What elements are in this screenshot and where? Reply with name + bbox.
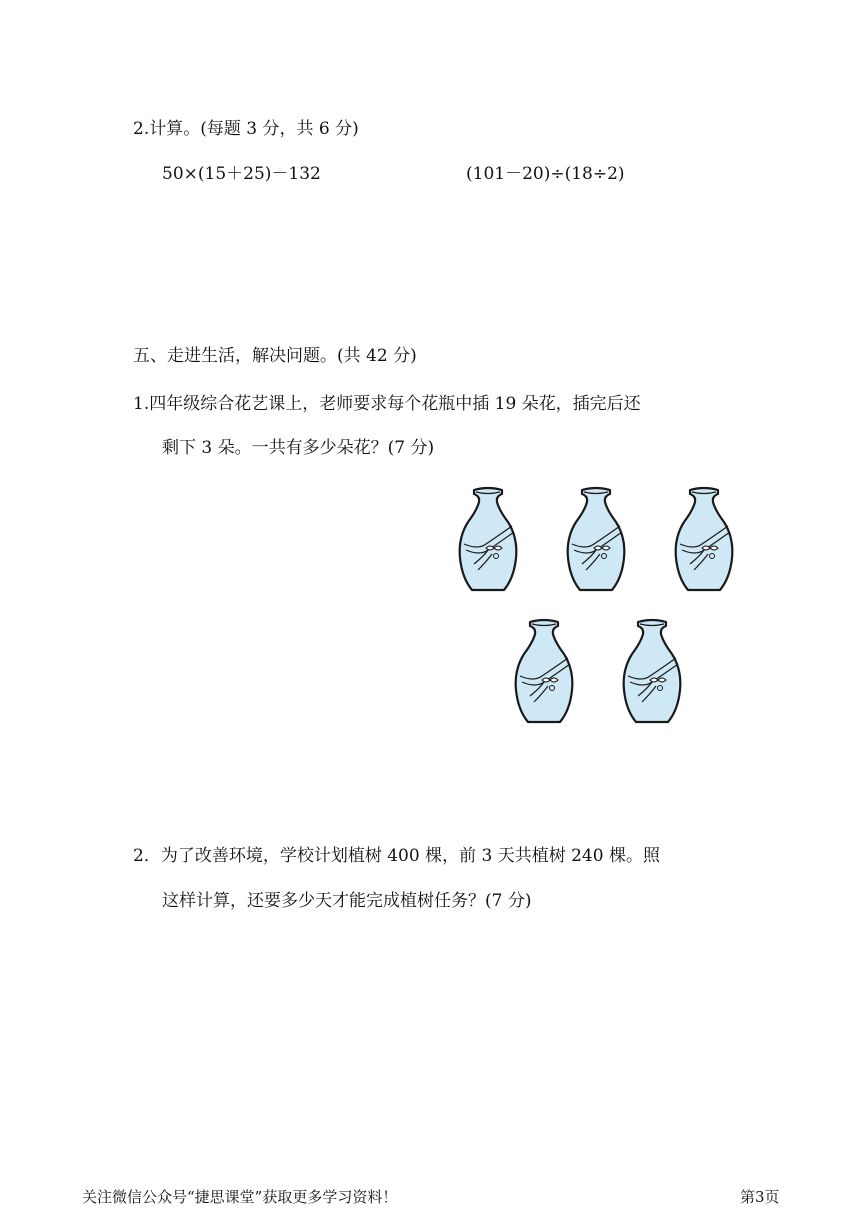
- math-expression-1: 50×(15＋25)－132: [162, 164, 321, 184]
- question-text-line: 1.四年级综合花艺课上，老师要求每个花瓶中插 19 朵花，插完后还: [133, 394, 641, 414]
- question-text-line: 这样计算，还要多少天才能完成植树任务？(7 分): [162, 891, 532, 911]
- question-text-line: 2．为了改善环境，学校计划植树 400 棵，前 3 天共植树 240 棵。照: [133, 846, 660, 866]
- vase-icon: [672, 486, 736, 594]
- footer-promo: 关注微信公众号“捷思课堂”获取更多学习资料！: [82, 1188, 398, 1206]
- vase-icon: [620, 618, 684, 726]
- vase-icon: [456, 486, 520, 594]
- math-expression-2: (101－20)÷(18÷2): [466, 164, 625, 184]
- question-title: 2.计算。(每题 3 分，共 6 分): [133, 119, 359, 139]
- vase-icon: [564, 486, 628, 594]
- vase-icon: [512, 618, 576, 726]
- question-text-line: 剩下 3 朵。一共有多少朵花？(7 分): [162, 438, 435, 458]
- section-title: 五、走进生活，解决问题。(共 42 分): [133, 346, 417, 366]
- page-number: 第3页: [740, 1188, 780, 1206]
